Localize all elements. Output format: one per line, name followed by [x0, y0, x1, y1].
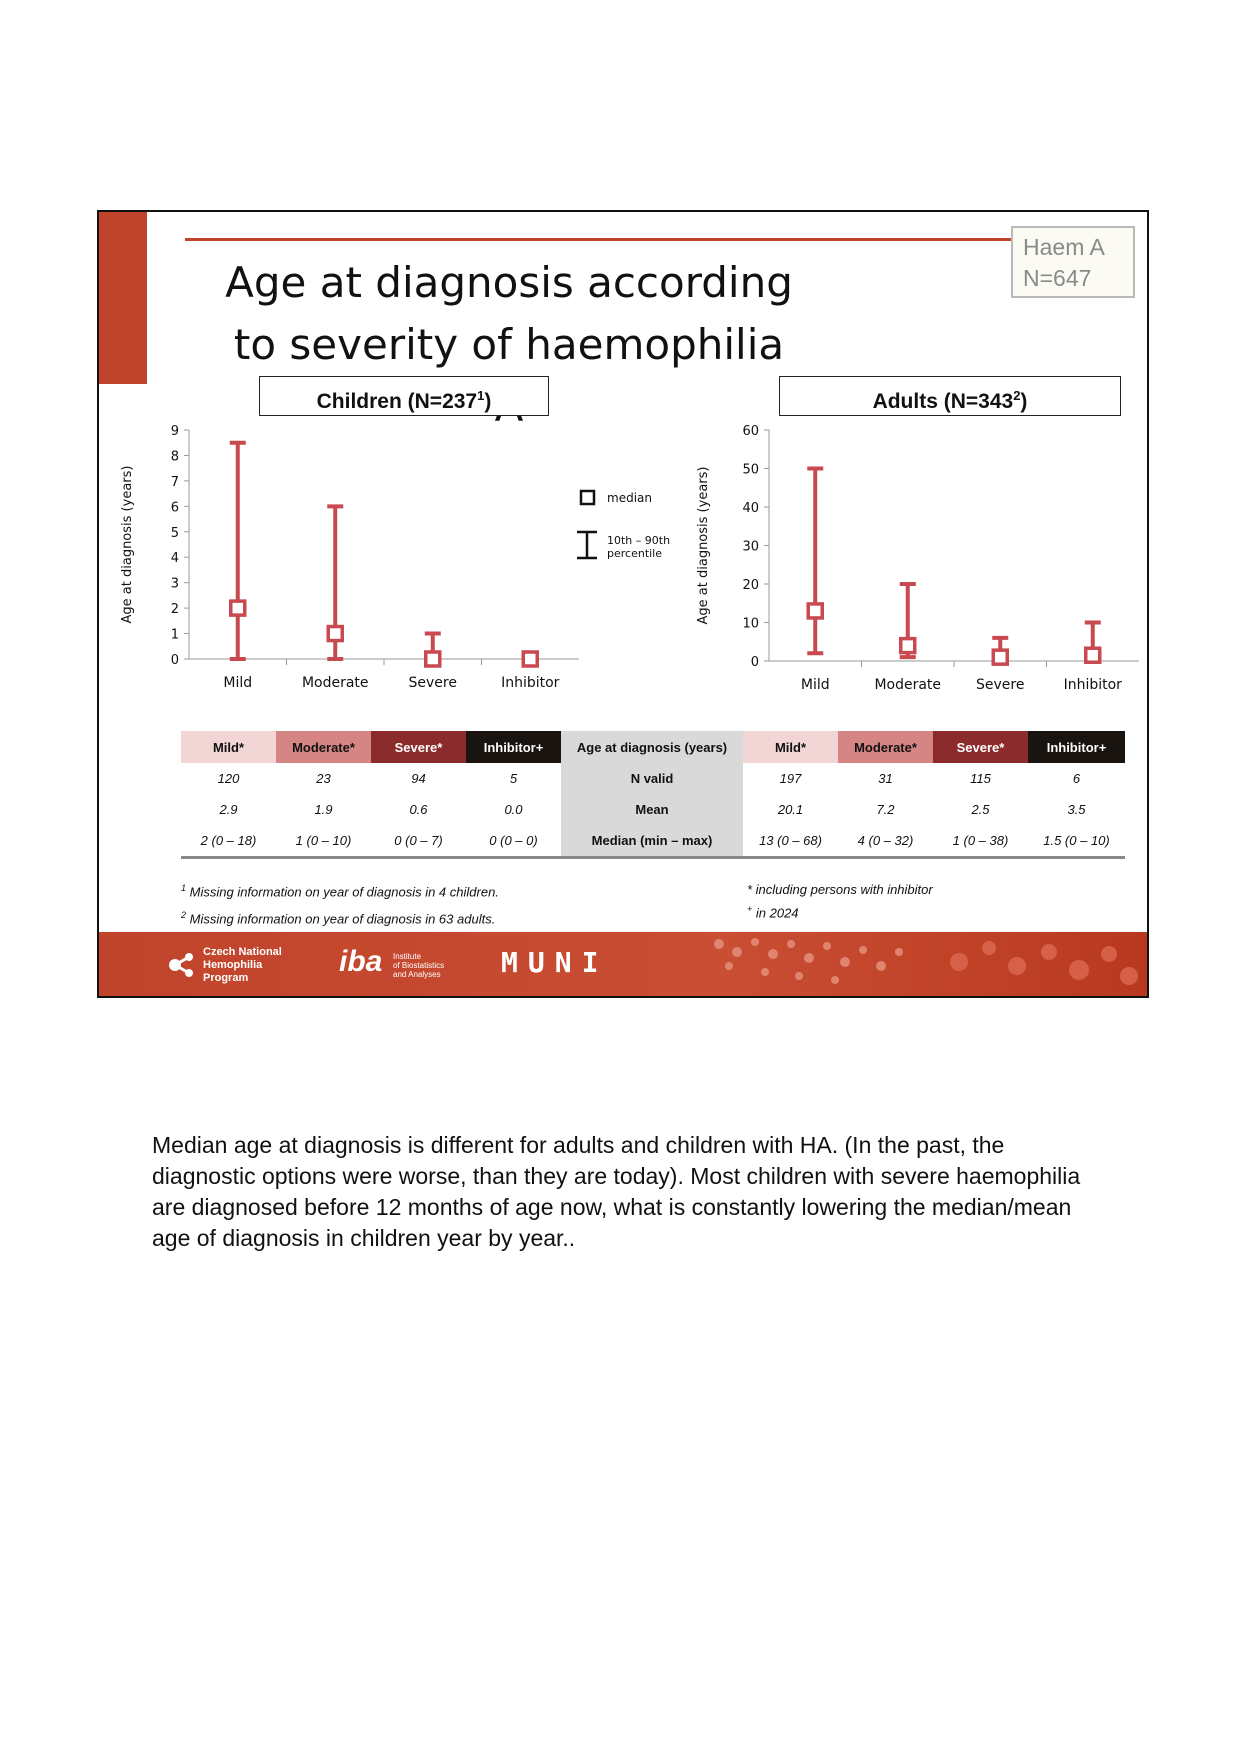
- x-tick-label: Mild: [800, 677, 830, 693]
- decorative-molecules: [699, 932, 1147, 996]
- table-cell: 197: [779, 771, 802, 786]
- median-marker: [1086, 648, 1100, 662]
- table-cell: 5: [509, 771, 518, 786]
- iba-logo-line3: and Analyses: [393, 970, 441, 979]
- table-cell: 7.2: [876, 802, 895, 817]
- median-marker: [523, 652, 537, 666]
- x-tick-label: Mild: [223, 675, 253, 691]
- table-cell: 1 (0 – 10): [295, 833, 352, 848]
- table-cell: 20.1: [777, 802, 804, 817]
- footnote-1-sup: 1: [181, 883, 187, 893]
- median-marker: [426, 652, 440, 666]
- y-tick-label: 10: [742, 616, 759, 632]
- y-tick-label: 60: [742, 424, 759, 439]
- table-cell: 0.0: [504, 802, 523, 817]
- y-tick-label: 8: [170, 449, 179, 465]
- row-label: N valid: [561, 763, 743, 794]
- y-tick-label: 7: [170, 474, 179, 490]
- table-cell: 2.9: [219, 802, 238, 817]
- adults-chart: [669, 412, 1149, 693]
- table-row: [181, 825, 1125, 856]
- y-tick-label: 3: [170, 576, 179, 592]
- header-metric: Age at diagnosis (years): [561, 731, 743, 763]
- footnote-2-sup: 2: [181, 910, 187, 920]
- y-tick-label: 30: [742, 539, 759, 555]
- children-label: Children (N=237: [316, 390, 478, 413]
- adults-label-box: Adults $(N=343^2)$: [779, 376, 1121, 416]
- legend-percentile-line2: percentile: [607, 547, 663, 560]
- x-tick-label: Severe: [976, 677, 1025, 693]
- iba-logo-line2: of Biostatistics: [393, 961, 445, 970]
- header-adults-mild: Mild*: [743, 731, 838, 763]
- table-bottom-rule: [181, 856, 1125, 859]
- y-tick-label: 4: [170, 551, 179, 567]
- table-cell: 1 (0 – 38): [952, 833, 1009, 848]
- header-children-inhibitor: Inhibitor+: [466, 731, 561, 763]
- children-label-box: Children $(N=237^1)$: [259, 376, 549, 416]
- header-adults-moderate: Moderate*: [838, 731, 933, 763]
- table-cell: 115: [970, 771, 991, 786]
- slide-title: Age at diagnosis according to severity of haemophilia: [225, 258, 793, 369]
- table-cell: 31: [878, 771, 893, 786]
- y-tick-label: 20: [742, 578, 759, 593]
- median-marker: [808, 604, 822, 618]
- accent-block: [99, 212, 147, 384]
- iba-logo-line1: Institute: [393, 952, 422, 961]
- cnhp-logo-icon: [167, 950, 197, 980]
- y-tick-label: 0: [170, 653, 179, 668]
- cnhp-logo-text: [203, 946, 282, 985]
- footnote-1-text: Missing information on year of diagnosis in 4 children.: [189, 884, 499, 900]
- summary-table: [181, 731, 1125, 859]
- table-cell: 4 (0 – 32): [857, 833, 914, 848]
- x-tick-label: Severe: [408, 675, 457, 691]
- y-axis-label: Age at diagnosis (years): [696, 466, 711, 625]
- footer-band: [99, 932, 1147, 996]
- table-cell: 0 (0 – 7): [394, 833, 443, 848]
- y-tick-label: 50: [742, 462, 759, 478]
- cnhp-logo-line1: Czech National: [203, 946, 282, 958]
- adults-label-sup: 2: [1013, 388, 1021, 403]
- iba-logo-mark: iba: [339, 945, 383, 978]
- y-tick-label: 9: [170, 424, 179, 439]
- table-cell: 2 (0 – 18): [200, 833, 257, 848]
- y-tick-label: 6: [170, 500, 179, 516]
- header-children-moderate: Moderate*: [276, 731, 371, 763]
- table-cell: 23: [316, 771, 331, 786]
- children-chart: [109, 412, 589, 691]
- legend-percentile-line1: 10th – 90th: [607, 534, 671, 547]
- iba-logo-text: [393, 952, 444, 979]
- legend-median-label: median: [607, 491, 652, 505]
- table-cell: 2.5: [971, 802, 990, 817]
- table-cell: 0 (0 – 0): [489, 833, 538, 848]
- footnote-4-sup: +: [747, 904, 753, 914]
- y-axis-label: Age at diagnosis (years): [120, 465, 135, 624]
- table-cell: 6: [1072, 771, 1081, 786]
- badge-line1: Haem A: [1023, 234, 1105, 260]
- median-marker: [231, 601, 245, 615]
- table-header-row: [181, 731, 1125, 763]
- median-marker: [901, 639, 915, 653]
- x-tick-label: Inhibitor: [1063, 677, 1122, 693]
- row-label: Median (min – max): [561, 825, 743, 856]
- table-row: [181, 794, 1125, 825]
- adults-label: Adults (N=343: [872, 390, 1014, 413]
- table-row: [181, 763, 1125, 794]
- slide: [97, 210, 1149, 998]
- table-cell: 1.9: [314, 802, 333, 817]
- y-tick-label: 5: [170, 525, 179, 541]
- children-label-sup: 1: [477, 388, 485, 403]
- muni-logo: MUNI: [501, 946, 609, 979]
- footnote-4: [747, 901, 799, 921]
- x-tick-label: Moderate: [301, 675, 369, 691]
- x-tick-label: Moderate: [874, 677, 942, 693]
- median-marker: [328, 627, 342, 641]
- y-tick-label: 0: [750, 655, 759, 670]
- table-cell: 3.5: [1067, 802, 1086, 817]
- legend-median-marker: [581, 491, 594, 504]
- haem-badge: [1011, 226, 1135, 298]
- table-cell: 94: [411, 771, 426, 786]
- header-children-mild: Mild*: [181, 731, 276, 763]
- row-label: Mean: [561, 794, 743, 825]
- table-cell: 0.6: [409, 802, 428, 817]
- x-tick-label: Inhibitor: [501, 675, 560, 691]
- table-cell: 120: [217, 771, 240, 786]
- y-tick-label: 2: [170, 602, 179, 618]
- footnote-4-text: in 2024: [755, 905, 799, 921]
- table-cell: 1.5 (0 – 10): [1043, 833, 1110, 848]
- badge-line2: N=647: [1023, 265, 1092, 291]
- footnote-2: [181, 907, 495, 927]
- header-adults-inhibitor: Inhibitor+: [1028, 731, 1125, 763]
- cnhp-logo-line2: Hemophilia: [203, 959, 263, 971]
- footnote-1: [181, 880, 499, 900]
- footnote-3: * including persons with inhibitor: [747, 882, 933, 897]
- y-tick-label: 1: [170, 627, 179, 643]
- y-tick-label: 40: [742, 501, 759, 516]
- accent-line: [185, 238, 1015, 241]
- median-marker: [993, 650, 1007, 664]
- slide-note: Median age at diagnosis is different for adults and children with HA. (In the past, the diagnostic options were worse, than they are today). Most children with severe haemophilia are diagnosed before 12 months of age now, what is constantly lowering the median/mean age of diagnosis in children year by year..: [152, 1132, 1081, 1251]
- footnote-2-text: Missing information on year of diagnosis in 63 adults.: [189, 911, 496, 927]
- header-adults-severe: Severe*: [933, 731, 1028, 763]
- header-children-severe: Severe*: [371, 731, 466, 763]
- cnhp-logo-line3: Program: [203, 972, 249, 984]
- table-cell: 13 (0 – 68): [759, 833, 822, 848]
